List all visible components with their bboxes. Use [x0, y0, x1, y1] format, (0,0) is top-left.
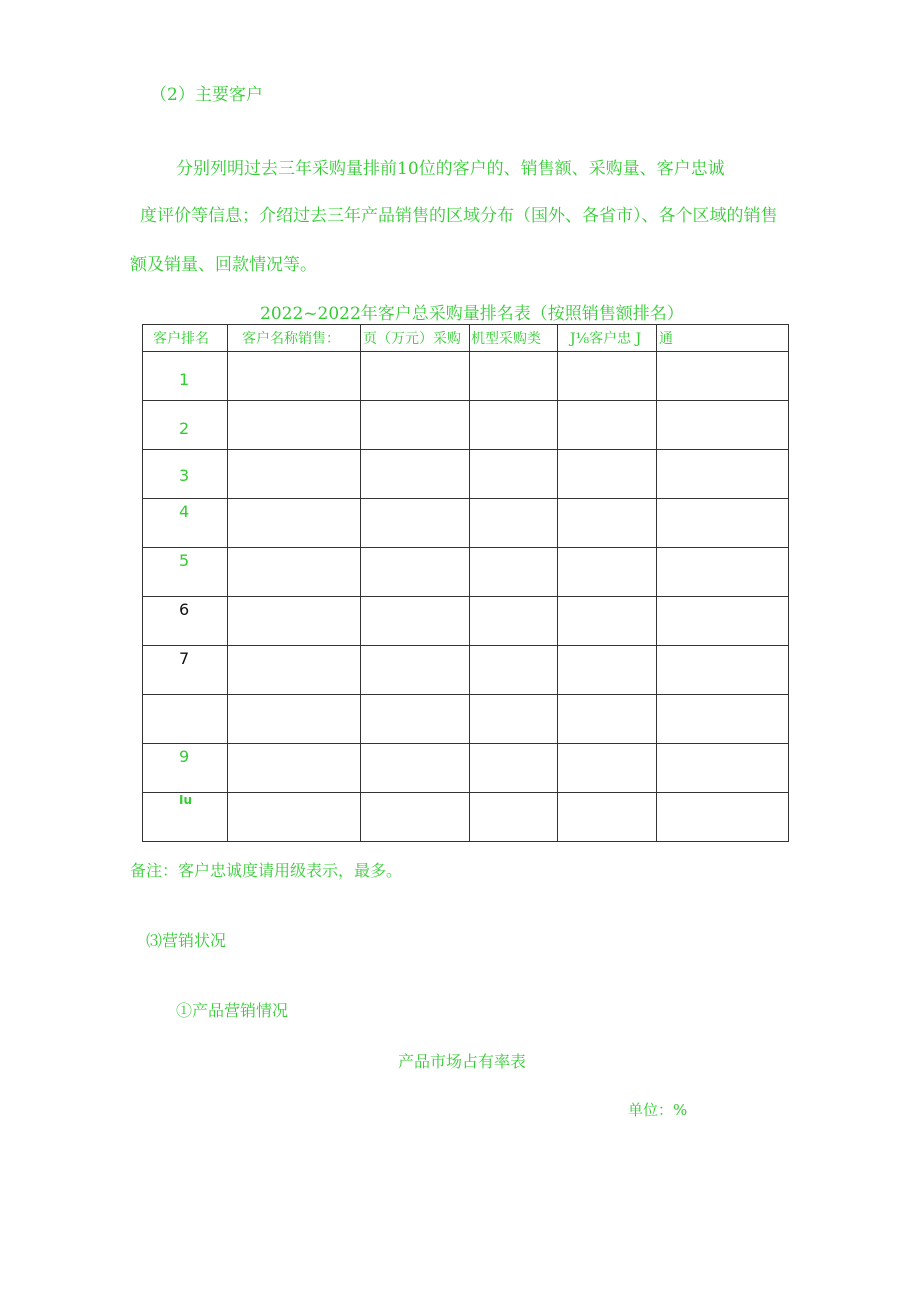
rank-number: 6	[179, 600, 190, 619]
rank-cell	[143, 548, 228, 597]
rank-cell	[143, 352, 228, 401]
table-header-row	[143, 325, 789, 352]
table-cell	[657, 548, 789, 597]
table-cell	[361, 695, 470, 744]
table-cell	[470, 744, 558, 793]
header-loyalty: J⅛客户忠 J	[558, 325, 657, 352]
table-cell	[558, 793, 657, 842]
rank-cell	[143, 646, 228, 695]
table-row	[143, 352, 789, 401]
rank-cell	[143, 401, 228, 450]
table-row	[143, 499, 789, 548]
table-row	[143, 401, 789, 450]
table-row	[143, 744, 789, 793]
table-cell	[558, 597, 657, 646]
table-cell	[361, 548, 470, 597]
table-note: 备注：客户忠诚度请用级表示，最多。	[130, 861, 403, 880]
table-cell	[361, 646, 470, 695]
table-cell	[470, 352, 558, 401]
rank-number: 7	[179, 649, 190, 668]
table-cell	[657, 646, 789, 695]
table-cell	[558, 695, 657, 744]
header-customer-name: 客户名称销售：	[228, 325, 361, 352]
header-customer-rank: 客户排名	[143, 325, 228, 352]
table-cell	[361, 499, 470, 548]
rank-number: Iu	[179, 793, 193, 807]
rank-cell	[143, 597, 228, 646]
rank-number	[143, 695, 227, 713]
table-row	[143, 548, 789, 597]
rank-number: 5	[179, 551, 190, 570]
rank-number: 1	[179, 370, 190, 389]
section-heading-main-customers: （2）主要客户	[150, 85, 263, 105]
table-cell	[558, 499, 657, 548]
table-cell	[228, 499, 361, 548]
header-model-type: 机型采购类	[470, 325, 558, 352]
table-cell	[470, 695, 558, 744]
market-share-table-title: 产品市场占有率表	[398, 1052, 527, 1071]
table-cell	[470, 401, 558, 450]
table-cell	[558, 450, 657, 499]
table-row	[143, 793, 789, 842]
table-cell	[558, 548, 657, 597]
table-cell	[228, 401, 361, 450]
table-cell	[470, 646, 558, 695]
table-cell	[361, 401, 470, 450]
table-row	[143, 450, 789, 499]
table-cell	[228, 597, 361, 646]
table-row	[143, 597, 789, 646]
rank-cell	[143, 450, 228, 499]
table-cell	[470, 450, 558, 499]
table-cell	[361, 793, 470, 842]
table-cell	[558, 646, 657, 695]
paragraph-line-3: 额及销量、回款情况等。	[130, 255, 317, 275]
table-cell	[558, 744, 657, 793]
table-row	[143, 695, 789, 744]
paragraph-line-1: 分别列明过去三年采购量排前10位的客户的、销售额、采购量、客户忠诚	[176, 159, 725, 179]
table-cell	[657, 793, 789, 842]
table-row	[143, 646, 789, 695]
rank-number: 3	[179, 466, 190, 485]
section-heading-marketing: ⑶营销状况	[146, 931, 227, 950]
table-cell	[361, 352, 470, 401]
rank-cell	[143, 499, 228, 548]
table-cell	[470, 597, 558, 646]
table-cell	[657, 401, 789, 450]
table-cell	[228, 352, 361, 401]
table-cell	[657, 597, 789, 646]
table-cell	[228, 793, 361, 842]
table-cell	[228, 548, 361, 597]
table-cell	[657, 450, 789, 499]
customer-ranking-table	[142, 324, 789, 842]
table-cell	[558, 352, 657, 401]
rank-number: 9	[179, 747, 190, 766]
rank-number: 4	[179, 502, 190, 521]
table-cell	[361, 744, 470, 793]
table-cell	[228, 646, 361, 695]
table-cell	[228, 744, 361, 793]
ranking-table-title: 2022~2022年客户总采购量排名表（按照销售额排名）	[260, 304, 684, 324]
table-cell	[558, 401, 657, 450]
table-cell	[657, 352, 789, 401]
rank-cell	[143, 744, 228, 793]
table-cell	[228, 450, 361, 499]
table-cell	[470, 548, 558, 597]
table-cell	[657, 744, 789, 793]
table-cell	[657, 695, 789, 744]
rank-number: 2	[179, 419, 190, 438]
header-extra: 通	[657, 325, 789, 352]
table-cell	[228, 695, 361, 744]
unit-label: 单位：%	[628, 1101, 688, 1119]
sub-heading-product-marketing: ①产品营销情况	[176, 1001, 289, 1020]
rank-cell	[143, 695, 228, 744]
table-cell	[657, 499, 789, 548]
rank-cell	[143, 793, 228, 842]
header-sales-amount: 页（万元）采购	[361, 325, 470, 352]
table-cell	[470, 499, 558, 548]
paragraph-line-2: 度评价等信息；介绍过去三年产品销售的区域分布（国外、各省市）、各个区域的销售	[140, 206, 778, 226]
table-cell	[470, 793, 558, 842]
table-cell	[361, 597, 470, 646]
table-cell	[361, 450, 470, 499]
